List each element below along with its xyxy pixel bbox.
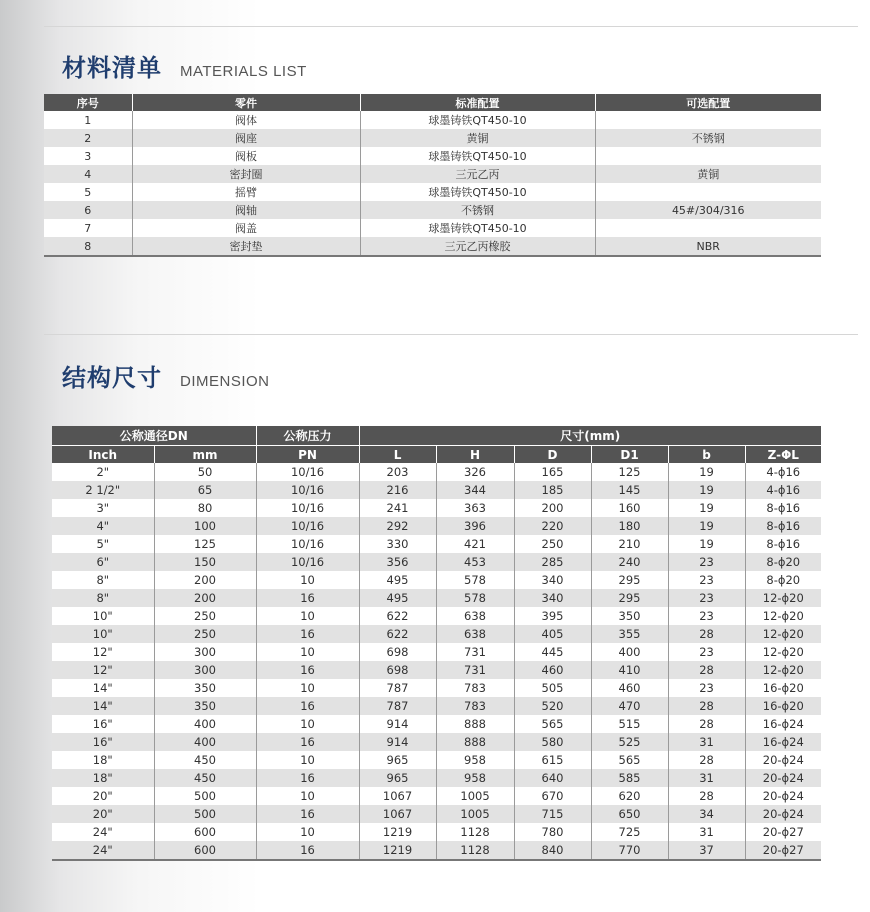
table-cell: 585 <box>591 769 668 787</box>
table-cell: 780 <box>514 823 591 841</box>
table-cell: 16-ϕ24 <box>745 733 821 751</box>
table-cell: 45#/304/316 <box>595 201 821 219</box>
materials-row <box>44 111 821 129</box>
table-cell: 摇臂 <box>132 183 360 201</box>
table-cell: 340 <box>514 571 591 589</box>
table-cell: 16-ϕ24 <box>745 715 821 733</box>
table-cell: 100 <box>154 517 256 535</box>
table-cell: 23 <box>668 607 745 625</box>
table-cell: 8" <box>52 571 154 589</box>
table-cell: 18" <box>52 751 154 769</box>
table-cell: 715 <box>514 805 591 823</box>
table-cell: 10 <box>256 643 359 661</box>
table-cell: 600 <box>154 823 256 841</box>
table-cell: 阀体 <box>132 111 360 129</box>
table-cell: 180 <box>591 517 668 535</box>
dimension-sub-header-b: b <box>668 446 745 464</box>
table-cell: 28 <box>668 787 745 805</box>
table-cell: 三元乙丙橡胶 <box>360 237 595 256</box>
table-cell: 16 <box>256 697 359 715</box>
table-cell: 阀盖 <box>132 219 360 237</box>
table-cell: 5 <box>44 183 132 201</box>
table-cell: 37 <box>668 841 745 860</box>
dimension-row <box>52 463 821 481</box>
materials-header-part: 零件 <box>132 94 360 111</box>
table-cell: 250 <box>514 535 591 553</box>
table-cell: 31 <box>668 769 745 787</box>
materials-row <box>44 237 821 256</box>
table-cell: 565 <box>591 751 668 769</box>
table-cell: 888 <box>436 733 514 751</box>
table-cell: 1128 <box>436 823 514 841</box>
table-cell: 8" <box>52 589 154 607</box>
table-cell: 34 <box>668 805 745 823</box>
table-cell: 密封圈 <box>132 165 360 183</box>
table-cell: 黄铜 <box>360 129 595 147</box>
table-cell: 10/16 <box>256 517 359 535</box>
table-cell: 28 <box>668 625 745 643</box>
dimension-row <box>52 517 821 535</box>
table-cell: 球墨铸铁QT450-10 <box>360 183 595 201</box>
table-cell: 20-ϕ27 <box>745 841 821 860</box>
table-cell: 145 <box>591 481 668 499</box>
table-cell: 19 <box>668 517 745 535</box>
table-cell: 12-ϕ20 <box>745 589 821 607</box>
table-cell: 1005 <box>436 787 514 805</box>
table-cell: 670 <box>514 787 591 805</box>
table-cell: 400 <box>154 733 256 751</box>
dimension-table-body <box>52 463 821 860</box>
table-cell: 165 <box>514 463 591 481</box>
table-cell: 240 <box>591 553 668 571</box>
dimension-row <box>52 787 821 805</box>
table-cell: 10/16 <box>256 499 359 517</box>
table-cell: 16 <box>256 841 359 860</box>
table-cell: 505 <box>514 679 591 697</box>
table-cell: 421 <box>436 535 514 553</box>
table-cell: 24" <box>52 841 154 860</box>
table-cell: 914 <box>359 715 436 733</box>
table-cell: 3" <box>52 499 154 517</box>
table-cell: 520 <box>514 697 591 715</box>
dimension-row <box>52 751 821 769</box>
table-cell: 球墨铸铁QT450-10 <box>360 111 595 129</box>
table-cell: 578 <box>436 589 514 607</box>
table-cell: 731 <box>436 643 514 661</box>
dimension-sub-header-mm: mm <box>154 446 256 464</box>
table-cell: 16 <box>256 661 359 679</box>
table-cell: 8-ϕ20 <box>745 571 821 589</box>
table-cell <box>595 183 821 201</box>
table-cell: 12-ϕ20 <box>745 643 821 661</box>
table-cell: 958 <box>436 751 514 769</box>
materials-table-body <box>44 111 821 256</box>
table-cell: 不锈钢 <box>595 129 821 147</box>
dimension-row <box>52 481 821 499</box>
table-cell: 295 <box>591 589 668 607</box>
table-cell: 28 <box>668 661 745 679</box>
table-cell: 19 <box>668 463 745 481</box>
table-cell: 285 <box>514 553 591 571</box>
table-cell: 3 <box>44 147 132 165</box>
dimension-row <box>52 499 821 517</box>
middle-divider <box>44 334 858 335</box>
table-cell: 300 <box>154 643 256 661</box>
materials-header-optional: 可选配置 <box>595 94 821 111</box>
table-cell: 731 <box>436 661 514 679</box>
table-cell: 395 <box>514 607 591 625</box>
table-cell: 10 <box>256 751 359 769</box>
table-cell: 515 <box>591 715 668 733</box>
table-cell: 20" <box>52 787 154 805</box>
table-cell <box>595 219 821 237</box>
table-cell: 241 <box>359 499 436 517</box>
table-cell: 340 <box>514 589 591 607</box>
table-cell: 19 <box>668 535 745 553</box>
table-cell: 12" <box>52 661 154 679</box>
table-cell: 16-ϕ20 <box>745 697 821 715</box>
table-cell: 8-ϕ16 <box>745 499 821 517</box>
materials-row <box>44 201 821 219</box>
materials-section-title <box>62 48 307 83</box>
table-cell: 888 <box>436 715 514 733</box>
table-cell: 14" <box>52 697 154 715</box>
table-cell: 400 <box>591 643 668 661</box>
table-cell: 10/16 <box>256 535 359 553</box>
table-cell: 10 <box>256 715 359 733</box>
materials-title-en: MATERIALS LIST <box>180 63 307 80</box>
table-cell: 6 <box>44 201 132 219</box>
table-cell: 622 <box>359 625 436 643</box>
table-cell: 470 <box>591 697 668 715</box>
table-cell: 396 <box>436 517 514 535</box>
table-cell: 4" <box>52 517 154 535</box>
table-cell: 18" <box>52 769 154 787</box>
table-cell: 220 <box>514 517 591 535</box>
table-cell: 12-ϕ20 <box>745 625 821 643</box>
dimension-group-header-row <box>52 426 821 446</box>
table-cell: 8 <box>44 237 132 256</box>
materials-title-cn: 材料清单 <box>62 54 162 82</box>
dimension-row <box>52 661 821 679</box>
dimension-row <box>52 805 821 823</box>
table-cell: 600 <box>154 841 256 860</box>
materials-row <box>44 219 821 237</box>
dimension-sub-header-d: D <box>514 446 591 464</box>
table-cell: 460 <box>591 679 668 697</box>
dimension-header-size: 尺寸(mm) <box>359 426 821 446</box>
table-cell: 10 <box>256 607 359 625</box>
dimension-row <box>52 715 821 733</box>
table-cell: 216 <box>359 481 436 499</box>
table-cell: 20" <box>52 805 154 823</box>
table-cell: 4-ϕ16 <box>745 463 821 481</box>
table-cell: 10 <box>256 679 359 697</box>
materials-header-standard: 标准配置 <box>360 94 595 111</box>
table-cell: 650 <box>591 805 668 823</box>
table-cell: 400 <box>154 715 256 733</box>
materials-header-row <box>44 94 821 111</box>
materials-table <box>44 94 821 257</box>
table-cell: 200 <box>154 589 256 607</box>
table-cell: 10 <box>256 787 359 805</box>
table-cell: 16" <box>52 715 154 733</box>
table-cell: 1128 <box>436 841 514 860</box>
table-cell: 525 <box>591 733 668 751</box>
table-cell: 640 <box>514 769 591 787</box>
table-cell: 495 <box>359 571 436 589</box>
table-cell: 210 <box>591 535 668 553</box>
table-cell: 4-ϕ16 <box>745 481 821 499</box>
dimension-sub-header-h: H <box>436 446 514 464</box>
table-cell: 620 <box>591 787 668 805</box>
table-cell: 450 <box>154 769 256 787</box>
table-cell: 840 <box>514 841 591 860</box>
table-cell: 23 <box>668 553 745 571</box>
table-cell <box>595 147 821 165</box>
table-cell: 23 <box>668 571 745 589</box>
table-cell: 460 <box>514 661 591 679</box>
table-cell: 150 <box>154 553 256 571</box>
table-cell: 23 <box>668 589 745 607</box>
dimension-title-en: DIMENSION <box>180 373 270 390</box>
table-cell: 10" <box>52 625 154 643</box>
dimension-sub-header-inch: Inch <box>52 446 154 464</box>
table-cell: 三元乙丙 <box>360 165 595 183</box>
dimension-section-title <box>62 358 270 393</box>
table-cell: 160 <box>591 499 668 517</box>
dimension-header-pressure: 公称压力 <box>256 426 359 446</box>
table-cell: 292 <box>359 517 436 535</box>
table-cell: 8-ϕ16 <box>745 535 821 553</box>
table-cell: 725 <box>591 823 668 841</box>
table-cell: 450 <box>154 751 256 769</box>
table-cell: 355 <box>591 625 668 643</box>
dimension-row <box>52 643 821 661</box>
table-cell: 20-ϕ24 <box>745 769 821 787</box>
table-cell: 638 <box>436 607 514 625</box>
dimension-sub-header-l: L <box>359 446 436 464</box>
table-cell: 阀轴 <box>132 201 360 219</box>
dimension-row <box>52 535 821 553</box>
table-cell: 16 <box>256 625 359 643</box>
table-cell: 12" <box>52 643 154 661</box>
table-cell: 344 <box>436 481 514 499</box>
dimension-row <box>52 697 821 715</box>
table-cell: 20-ϕ24 <box>745 805 821 823</box>
table-cell <box>595 111 821 129</box>
table-cell: 球墨铸铁QT450-10 <box>360 219 595 237</box>
table-cell: 410 <box>591 661 668 679</box>
table-cell: 1219 <box>359 841 436 860</box>
table-cell: 23 <box>668 679 745 697</box>
dimension-sub-header-bolts: Z-ΦL <box>745 446 821 464</box>
table-cell: 330 <box>359 535 436 553</box>
dimension-row <box>52 733 821 751</box>
table-cell: 16 <box>256 769 359 787</box>
table-cell: 787 <box>359 679 436 697</box>
table-cell: 阀板 <box>132 147 360 165</box>
table-cell: 200 <box>514 499 591 517</box>
table-cell: 698 <box>359 643 436 661</box>
table-cell: 2" <box>52 463 154 481</box>
table-cell: 1 <box>44 111 132 129</box>
table-cell: 185 <box>514 481 591 499</box>
dimension-row <box>52 841 821 860</box>
table-cell: 6" <box>52 553 154 571</box>
table-cell: 80 <box>154 499 256 517</box>
table-cell: 453 <box>436 553 514 571</box>
table-cell: 787 <box>359 697 436 715</box>
table-cell: 363 <box>436 499 514 517</box>
table-cell: 615 <box>514 751 591 769</box>
table-cell: 965 <box>359 751 436 769</box>
table-cell: 10/16 <box>256 463 359 481</box>
table-cell: 28 <box>668 697 745 715</box>
table-cell: 5" <box>52 535 154 553</box>
dimension-row <box>52 679 821 697</box>
table-cell: 不锈钢 <box>360 201 595 219</box>
table-cell: 578 <box>436 571 514 589</box>
table-cell: 20-ϕ24 <box>745 751 821 769</box>
table-cell: 8-ϕ16 <box>745 517 821 535</box>
table-cell: 31 <box>668 823 745 841</box>
table-cell: 1067 <box>359 805 436 823</box>
table-cell: 445 <box>514 643 591 661</box>
materials-row <box>44 147 821 165</box>
table-cell: 20-ϕ24 <box>745 787 821 805</box>
table-cell: 1005 <box>436 805 514 823</box>
table-cell: 10/16 <box>256 481 359 499</box>
table-cell: 1067 <box>359 787 436 805</box>
table-cell: 250 <box>154 625 256 643</box>
table-cell: 770 <box>591 841 668 860</box>
dimension-sub-header-row <box>52 446 821 464</box>
dimension-sub-header-pn: PN <box>256 446 359 464</box>
table-cell: 580 <box>514 733 591 751</box>
table-cell: 10 <box>256 823 359 841</box>
table-cell: 1219 <box>359 823 436 841</box>
table-cell: 565 <box>514 715 591 733</box>
table-cell: 125 <box>591 463 668 481</box>
table-cell: 密封垫 <box>132 237 360 256</box>
materials-header-no: 序号 <box>44 94 132 111</box>
table-cell: 783 <box>436 679 514 697</box>
table-cell: 10/16 <box>256 553 359 571</box>
table-cell: 350 <box>154 679 256 697</box>
table-cell: 250 <box>154 607 256 625</box>
materials-row <box>44 165 821 183</box>
table-cell: 16" <box>52 733 154 751</box>
table-cell: 783 <box>436 697 514 715</box>
table-cell: 12-ϕ20 <box>745 607 821 625</box>
dimension-table <box>52 426 821 861</box>
dimension-row <box>52 769 821 787</box>
dimension-sub-header-d1: D1 <box>591 446 668 464</box>
table-cell: 4 <box>44 165 132 183</box>
dimension-title-cn: 结构尺寸 <box>62 364 162 392</box>
table-cell: 65 <box>154 481 256 499</box>
table-cell: 8-ϕ20 <box>745 553 821 571</box>
table-cell: 965 <box>359 769 436 787</box>
table-cell: 球墨铸铁QT450-10 <box>360 147 595 165</box>
table-cell: 203 <box>359 463 436 481</box>
table-cell: 16 <box>256 805 359 823</box>
table-cell: 7 <box>44 219 132 237</box>
table-cell: 19 <box>668 499 745 517</box>
table-cell: 405 <box>514 625 591 643</box>
table-cell: 914 <box>359 733 436 751</box>
table-cell: 350 <box>591 607 668 625</box>
dimension-row <box>52 589 821 607</box>
table-cell: 黄铜 <box>595 165 821 183</box>
dimension-row <box>52 607 821 625</box>
dimension-row <box>52 571 821 589</box>
table-cell: 10 <box>256 571 359 589</box>
table-cell: 495 <box>359 589 436 607</box>
table-cell: 16-ϕ20 <box>745 679 821 697</box>
top-divider <box>44 26 858 27</box>
table-cell: 295 <box>591 571 668 589</box>
dimension-header-dn: 公称通径DN <box>52 426 256 446</box>
table-cell: 14" <box>52 679 154 697</box>
table-cell: 28 <box>668 751 745 769</box>
table-cell: 10" <box>52 607 154 625</box>
materials-row <box>44 183 821 201</box>
table-cell: 200 <box>154 571 256 589</box>
dimension-row <box>52 823 821 841</box>
table-cell: 23 <box>668 643 745 661</box>
table-cell: NBR <box>595 237 821 256</box>
table-cell: 300 <box>154 661 256 679</box>
materials-row <box>44 129 821 147</box>
table-cell: 356 <box>359 553 436 571</box>
table-cell: 958 <box>436 769 514 787</box>
table-cell: 28 <box>668 715 745 733</box>
table-cell: 2 1/2" <box>52 481 154 499</box>
table-cell: 500 <box>154 787 256 805</box>
table-cell: 19 <box>668 481 745 499</box>
table-cell: 350 <box>154 697 256 715</box>
table-cell: 2 <box>44 129 132 147</box>
table-cell: 24" <box>52 823 154 841</box>
table-cell: 622 <box>359 607 436 625</box>
table-cell: 阀座 <box>132 129 360 147</box>
table-cell: 125 <box>154 535 256 553</box>
table-cell: 500 <box>154 805 256 823</box>
table-cell: 326 <box>436 463 514 481</box>
table-cell: 16 <box>256 733 359 751</box>
table-cell: 50 <box>154 463 256 481</box>
table-cell: 20-ϕ27 <box>745 823 821 841</box>
table-cell: 31 <box>668 733 745 751</box>
table-cell: 638 <box>436 625 514 643</box>
table-cell: 698 <box>359 661 436 679</box>
table-cell: 12-ϕ20 <box>745 661 821 679</box>
table-cell: 16 <box>256 589 359 607</box>
dimension-row <box>52 625 821 643</box>
dimension-row <box>52 553 821 571</box>
